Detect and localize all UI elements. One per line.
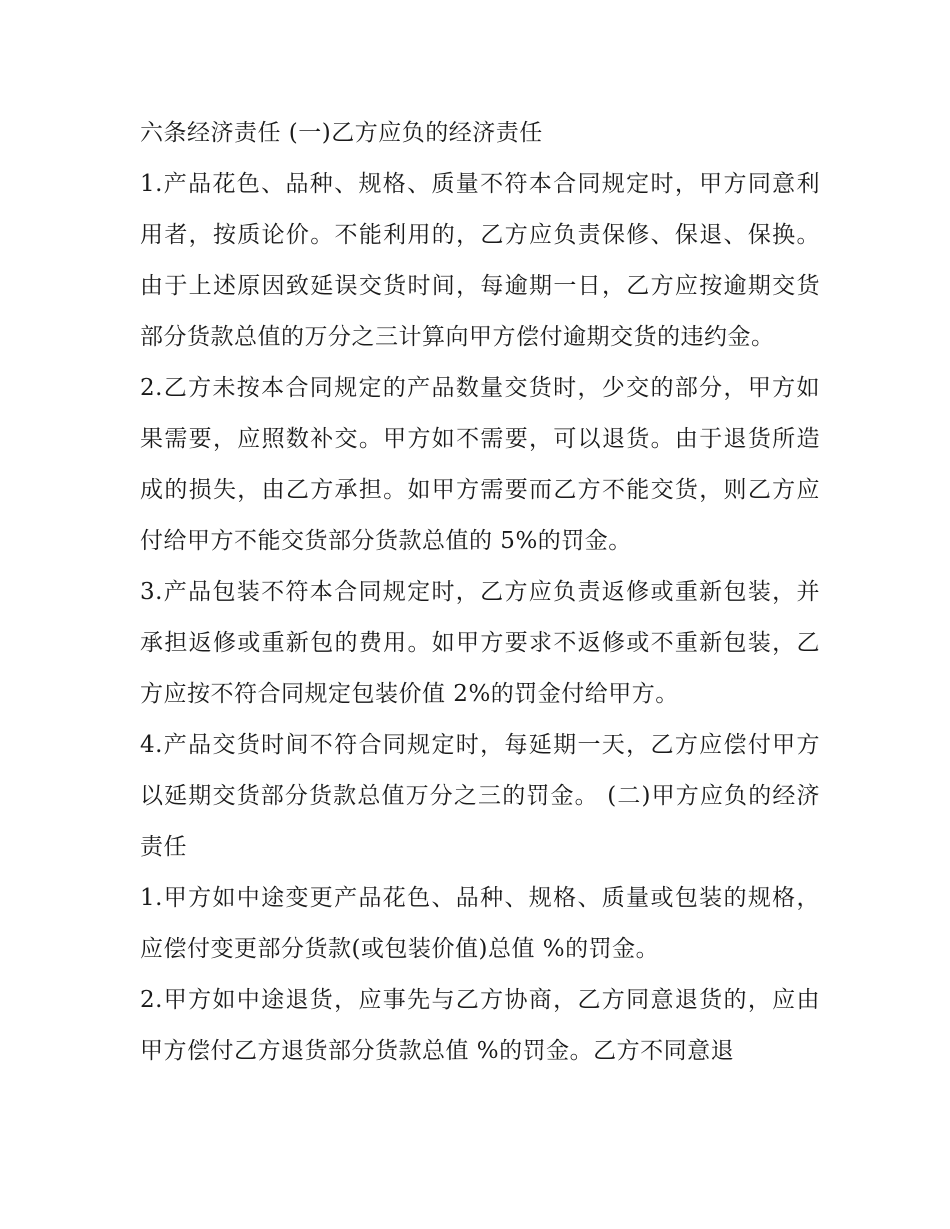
clause-paragraph: 3.产品包装不符本合同规定时，乙方应负责返修或重新包装，并承担返修或重新包的费用。如甲方要求不返修或不重新包装，乙方应按不符合同规定包装价值 2%的罚金付给甲方。	[140, 579, 820, 707]
clause-paragraph: 2.乙方未按本合同规定的产品数量交货时，少交的部分，甲方如果需要，应照数补交。甲方如不需要，可以退货。由于退货所造成的损失，由乙方承担。如甲方需要而乙方不能交货，则乙方应付给甲方不能交货部分货款总值的 5%的罚金。	[140, 375, 820, 554]
clause-paragraph: 2.甲方如中途退货，应事先与乙方协商，乙方同意退货的，应由甲方偿付乙方退货部分货款总值 %的罚金。乙方不同意退	[140, 987, 820, 1064]
clause-paragraph: 4.产品交货时间不符合同规定时，每延期一天，乙方应偿付甲方以延期交货部分货款总值万分之三的罚金。 (二)甲方应负的经济责任	[140, 732, 820, 860]
document-body	[140, 108, 820, 1077]
clause-paragraph: 1.产品花色、品种、规格、质量不符本合同规定时，甲方同意利用者，按质论价。不能利用的，乙方应负责保修、保退、保换。由于上述原因致延误交货时间，每逾期一日，乙方应按逾期交货部分货款总值的万分之三计算向甲方偿付逾期交货的违约金。	[140, 171, 820, 350]
clause-paragraph: 1.甲方如中途变更产品花色、品种、规格、质量或包装的规格，应偿付变更部分货款(或包装价值)总值 %的罚金。	[140, 885, 820, 962]
section-heading: 六条经济责任 (一)乙方应负的经济责任	[140, 120, 543, 146]
